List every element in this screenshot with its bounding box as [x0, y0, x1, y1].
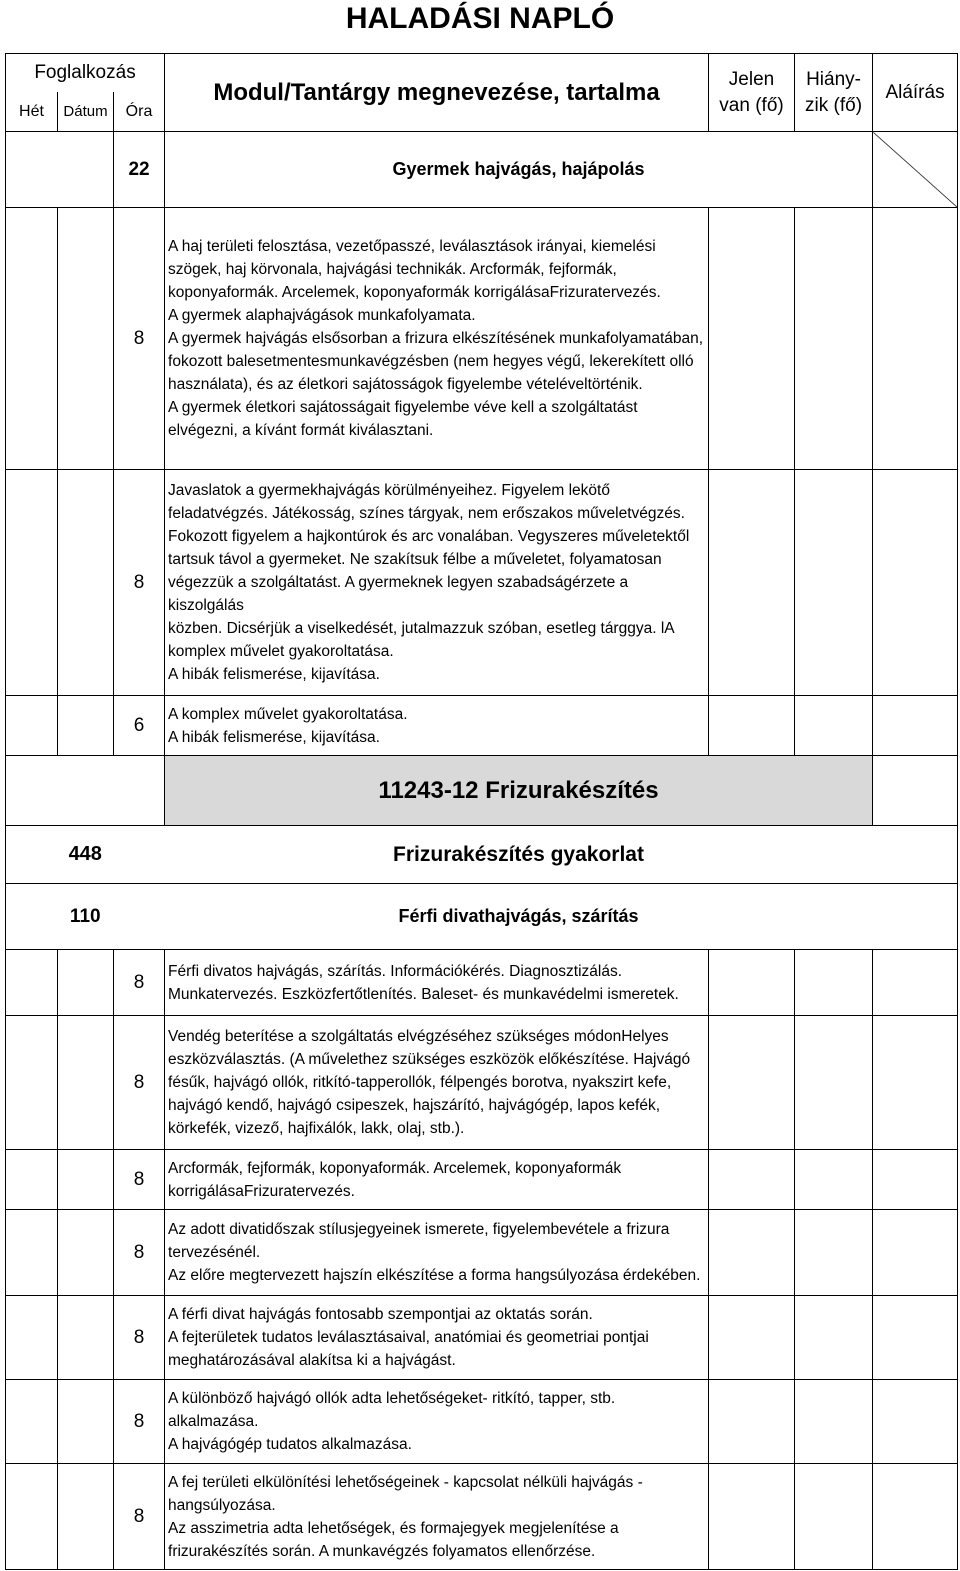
content-line: eszközválasztás. (A művelethez szükséges eszközök előkészítése. Hajvágó	[168, 1051, 691, 1068]
table-row	[6, 696, 958, 756]
week-cell	[6, 1296, 58, 1380]
absent-header-line1: Hiány-	[806, 68, 861, 90]
content-line: elvégezni, a kívánt formát kiválasztani.	[168, 422, 434, 439]
absent-cell	[795, 1464, 873, 1570]
content-line: Arcformák, fejformák, koponyaformák. Arcelemek, koponyaformák	[168, 1159, 622, 1177]
date-cell	[58, 1016, 114, 1150]
content-line: frizurakészítés során. A munkavégzés folyamatos ellenőrzése.	[168, 1542, 596, 1560]
content-line: A fejterületek tudatos leválasztásaival, anatómiai és geometriai pontjai	[168, 1329, 649, 1346]
header-row-1	[6, 54, 958, 93]
content-line: Az adott divatidőszak stílusjegyeinek ismerete, figyelembevétele a frizura	[168, 1221, 670, 1238]
content-line: fokozott balesetmentesmunkavégzésben (nem hegyes végű, lekerekített olló	[168, 353, 694, 370]
content-line: tervezésénél.	[168, 1244, 261, 1261]
content-line: hangsúlyozása.	[168, 1496, 276, 1514]
present-cell	[709, 950, 795, 1016]
content-line: Férfi divatos hajvágás, szárítás. Információkérés. Diagnosztizálás.	[168, 962, 623, 980]
present-cell	[709, 1210, 795, 1296]
present-cell	[709, 1464, 795, 1570]
occupation-header: Foglalkozás	[6, 54, 165, 93]
absent-header	[795, 54, 873, 132]
table-row	[6, 1464, 958, 1570]
week-cell	[6, 208, 58, 470]
week-cell	[6, 1210, 58, 1296]
content-cell	[165, 470, 709, 696]
content-line: körkefék, vizező, hajfixálók, lakk, olaj, stb.).	[168, 1120, 465, 1137]
content-cell	[165, 950, 709, 1016]
content-cell	[165, 696, 709, 756]
week-cell	[6, 470, 58, 696]
content-cell	[165, 1464, 709, 1570]
content-line: Javaslatok a gyermekhajvágás körülményeihez. Figyelem lekötő	[168, 482, 610, 499]
section-hours: 448	[6, 826, 165, 884]
hours-cell: 6	[114, 696, 165, 756]
date-cell	[58, 1210, 114, 1296]
present-cell	[709, 208, 795, 470]
signature-cell	[873, 1464, 958, 1570]
hours-cell: 8	[114, 1380, 165, 1464]
hours-cell: 8	[114, 208, 165, 470]
section-title: Férfi divathajvágás, szárítás	[165, 884, 873, 950]
section-hours: 110	[6, 884, 165, 950]
content-line: A gyermek életkori sajátosságait figyelembe véve kell a szolgáltatást	[168, 399, 638, 416]
section-title: Gyermek hajvágás, hajápolás	[165, 132, 873, 208]
table-row	[6, 1150, 958, 1210]
date-cell	[58, 950, 114, 1016]
hours-cell: 8	[114, 1210, 165, 1296]
content-cell	[165, 1210, 709, 1296]
signature-cell	[873, 1210, 958, 1296]
content-line: Fokozott figyelem a hajkontúrok és arc vonalában. Vegyszeres műveletektől	[168, 528, 690, 545]
signature-cell	[873, 470, 958, 696]
content-line: A hibák felismerése, kijavítása.	[168, 666, 380, 683]
page-title: HALADÁSI NAPLÓ	[345, 2, 615, 35]
content-line: koponyaformák. Arcelemek, koponyaformák korrigálásaFrizuratervezés.	[168, 284, 661, 301]
present-header-line1: Jelen	[728, 68, 775, 90]
content-line: komplex művelet gyakoroltatása.	[168, 643, 394, 660]
date-cell	[58, 1296, 114, 1380]
content-line: Vendég beterítése a szolgáltatás elvégzéséhez szükséges módonHelyes	[168, 1028, 669, 1045]
content-line: közben. Dicsérjük a viselkedését, jutalmazzuk szóban, esetleg tárggya. lA	[168, 620, 675, 637]
present-header	[709, 54, 795, 132]
table-row	[6, 470, 958, 696]
content-cell	[165, 1150, 709, 1210]
content-line: Az asszimetria adta lehetőségek, és formajegyek megjelenítése a	[168, 1519, 619, 1537]
signature-cell	[873, 132, 958, 208]
signature-cell	[873, 1380, 958, 1464]
content-line: A különböző hajvágó ollók adta lehetőségeket- ritkító, tapper, stb.	[168, 1390, 616, 1407]
present-cell	[709, 696, 795, 756]
section-title: Frizurakészítés gyakorlat	[165, 826, 873, 884]
week-cell	[6, 1464, 58, 1570]
content-line: tartsuk távol a gyermeket. Ne szakítsuk félbe a műveletet, folyamatosan	[168, 551, 662, 568]
content-line: A komplex művelet gyakoroltatása.	[168, 705, 408, 723]
section-row	[6, 826, 958, 884]
table-row	[6, 208, 958, 470]
absent-cell	[795, 1016, 873, 1150]
content-line: A hajvágógép tudatos alkalmazása.	[168, 1436, 412, 1453]
date-cell	[58, 470, 114, 696]
hour-header: Óra	[114, 92, 165, 132]
content-line: A haj területi felosztása, vezetőpasszé, leválasztások irányai, kiemelési	[168, 238, 656, 255]
content-line: használata), és az életkori sajátosságok figyelembe vételéveltörténik.	[168, 376, 643, 393]
week-header: Hét	[6, 92, 58, 132]
absent-cell	[795, 1380, 873, 1464]
table-row	[6, 1380, 958, 1464]
week-cell	[6, 1150, 58, 1210]
content-line: Munkatervezés. Eszközfertőtlenítés. Baleset- és munkavédelmi ismeretek.	[168, 985, 679, 1003]
signature-cell	[873, 1296, 958, 1380]
content-cell	[165, 1016, 709, 1150]
content-cell	[165, 208, 709, 470]
week-cell	[6, 1016, 58, 1150]
absent-cell	[795, 950, 873, 1016]
section-hours: 22	[114, 132, 165, 208]
absent-cell	[795, 1210, 873, 1296]
table-row	[6, 1016, 958, 1150]
content-line: alkalmazása.	[168, 1413, 259, 1430]
signature-cell	[873, 208, 958, 470]
signature-cell	[873, 950, 958, 1016]
module-header: Modul/Tantárgy megnevezése, tartalma	[165, 54, 709, 132]
section-row	[6, 132, 958, 208]
content-line: A hibák felismerése, kijavítása.	[168, 728, 380, 746]
content-line: A gyermek alaphajvágások munkafolyamata.	[168, 307, 476, 324]
content-cell	[165, 1380, 709, 1464]
content-line: korrigálásaFrizuratervezés.	[168, 1182, 355, 1200]
content-line: A férfi divat hajvágás fontosabb szempontjai az oktatás során.	[168, 1306, 593, 1323]
hours-cell: 8	[114, 1016, 165, 1150]
hours-cell: 8	[114, 470, 165, 696]
content-line: szögek, haj körvonala, hajvágási technikák. Arcformák, fejformák,	[168, 261, 617, 278]
hours-cell: 8	[114, 950, 165, 1016]
week-cell	[6, 696, 58, 756]
content-line: fésűk, hajvágó ollók, ritkító-tapperollók, félpengés borotva, nyakszirt kefe,	[168, 1074, 672, 1091]
signature-cell	[873, 696, 958, 756]
present-cell	[709, 1296, 795, 1380]
table-row	[6, 950, 958, 1016]
absent-header-line2: zik (fő)	[805, 94, 863, 116]
date-cell	[58, 1380, 114, 1464]
absent-cell	[795, 208, 873, 470]
present-cell	[709, 470, 795, 696]
module-title: 11243-12 Frizurakészítés	[165, 756, 873, 826]
present-header-line2: van (fő)	[719, 94, 784, 116]
signature-header: Aláírás	[873, 54, 958, 132]
present-cell	[709, 1016, 795, 1150]
absent-cell	[795, 696, 873, 756]
content-line: hajvágó kendő, hajvágó csipeszek, hajszárító, hajvágógép, lapos kefék,	[168, 1097, 661, 1114]
table-row	[6, 1210, 958, 1296]
date-cell	[58, 208, 114, 470]
absent-cell	[795, 1150, 873, 1210]
present-cell	[709, 1150, 795, 1210]
content-line: meghatározásával alakítsa ki a hajvágást.	[168, 1352, 456, 1369]
signature-cell	[873, 1150, 958, 1210]
date-cell	[58, 696, 114, 756]
progress-log-table	[5, 53, 958, 1570]
table-row	[6, 1296, 958, 1380]
content-line: A fej területi elkülönítési lehetőségeinek - kapcsolat nélküli hajvágás -	[168, 1473, 643, 1491]
absent-cell	[795, 470, 873, 696]
absent-cell	[795, 1296, 873, 1380]
content-line: feladatvégzés. Játékosság, színes tárgyak, nem erőszakos műveletvégzés.	[168, 505, 685, 522]
date-cell	[58, 1150, 114, 1210]
hours-cell: 8	[114, 1464, 165, 1570]
content-line: A gyermek hajvágás elsősorban a frizura elkészítésének munkafolyamatában,	[168, 330, 704, 347]
present-cell	[709, 1380, 795, 1464]
hours-cell: 8	[114, 1150, 165, 1210]
content-line: végezzük a szolgáltatást. A gyermeknek legyen szabadságérzete a kiszolgálás	[168, 574, 629, 614]
section-row	[6, 884, 958, 950]
week-cell	[6, 1380, 58, 1464]
module-row	[6, 756, 958, 826]
hours-cell: 8	[114, 1296, 165, 1380]
week-cell	[6, 950, 58, 1016]
content-cell	[165, 1296, 709, 1380]
date-cell	[58, 1464, 114, 1570]
content-line: Az előre megtervezett hajszín elkészítése a forma hangsúlyozása érdekében.	[168, 1267, 701, 1284]
signature-cell	[873, 1016, 958, 1150]
date-header: Dátum	[58, 92, 114, 132]
